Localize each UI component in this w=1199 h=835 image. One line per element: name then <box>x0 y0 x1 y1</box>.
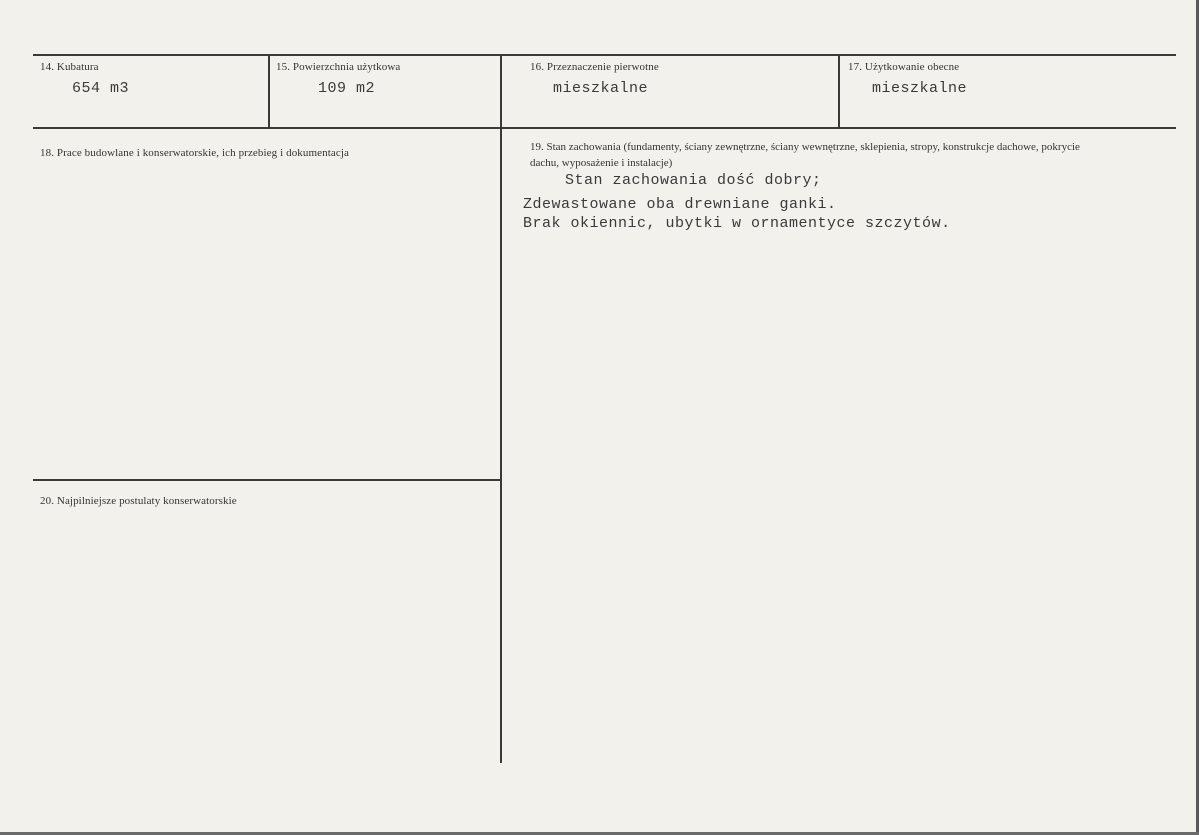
field-14-label: 14. Kubatura <box>40 61 99 73</box>
row-divider <box>33 127 1176 129</box>
field-19-line-1: Stan zachowania dość dobry; <box>565 172 822 189</box>
field-15-label: 15. Powierzchnia użytkowa <box>276 61 401 73</box>
field-14-value: 654 m3 <box>72 80 130 97</box>
field-19-line-2: Zdewastowane oba drewniane ganki. <box>523 196 837 213</box>
field-19-line-3: Brak okiennic, ubytki w ornamentyce szczytów. <box>523 215 951 232</box>
field-19-label: 19. Stan zachowania (fundamenty, ściany zewnętrzne, ściany wewnętrzne, sklepienia, stropy, konstrukcje dachowe, pokrycie dachu, wyposażenie i instalacje) <box>530 141 1080 169</box>
field-16-value: mieszkalne <box>553 80 649 97</box>
field-16-label: 16. Przeznaczenie pierwotne <box>530 61 659 73</box>
field-18-label: 18. Prace budowlane i konserwatorskie, ich przebieg i dokumentacja <box>40 147 349 159</box>
field-15-value: 109 m2 <box>318 80 376 97</box>
col-divider-main <box>500 55 502 763</box>
field-17-label: 17. Użytkowanie obecne <box>848 61 960 73</box>
top-rule <box>33 54 1176 56</box>
field-17-value: mieszkalne <box>872 80 968 97</box>
col-divider-1 <box>268 55 270 127</box>
col-divider-3 <box>838 55 840 127</box>
section-divider <box>33 479 500 481</box>
field-20-label: 20. Najpilniejsze postulaty konserwatorskie <box>40 495 237 507</box>
